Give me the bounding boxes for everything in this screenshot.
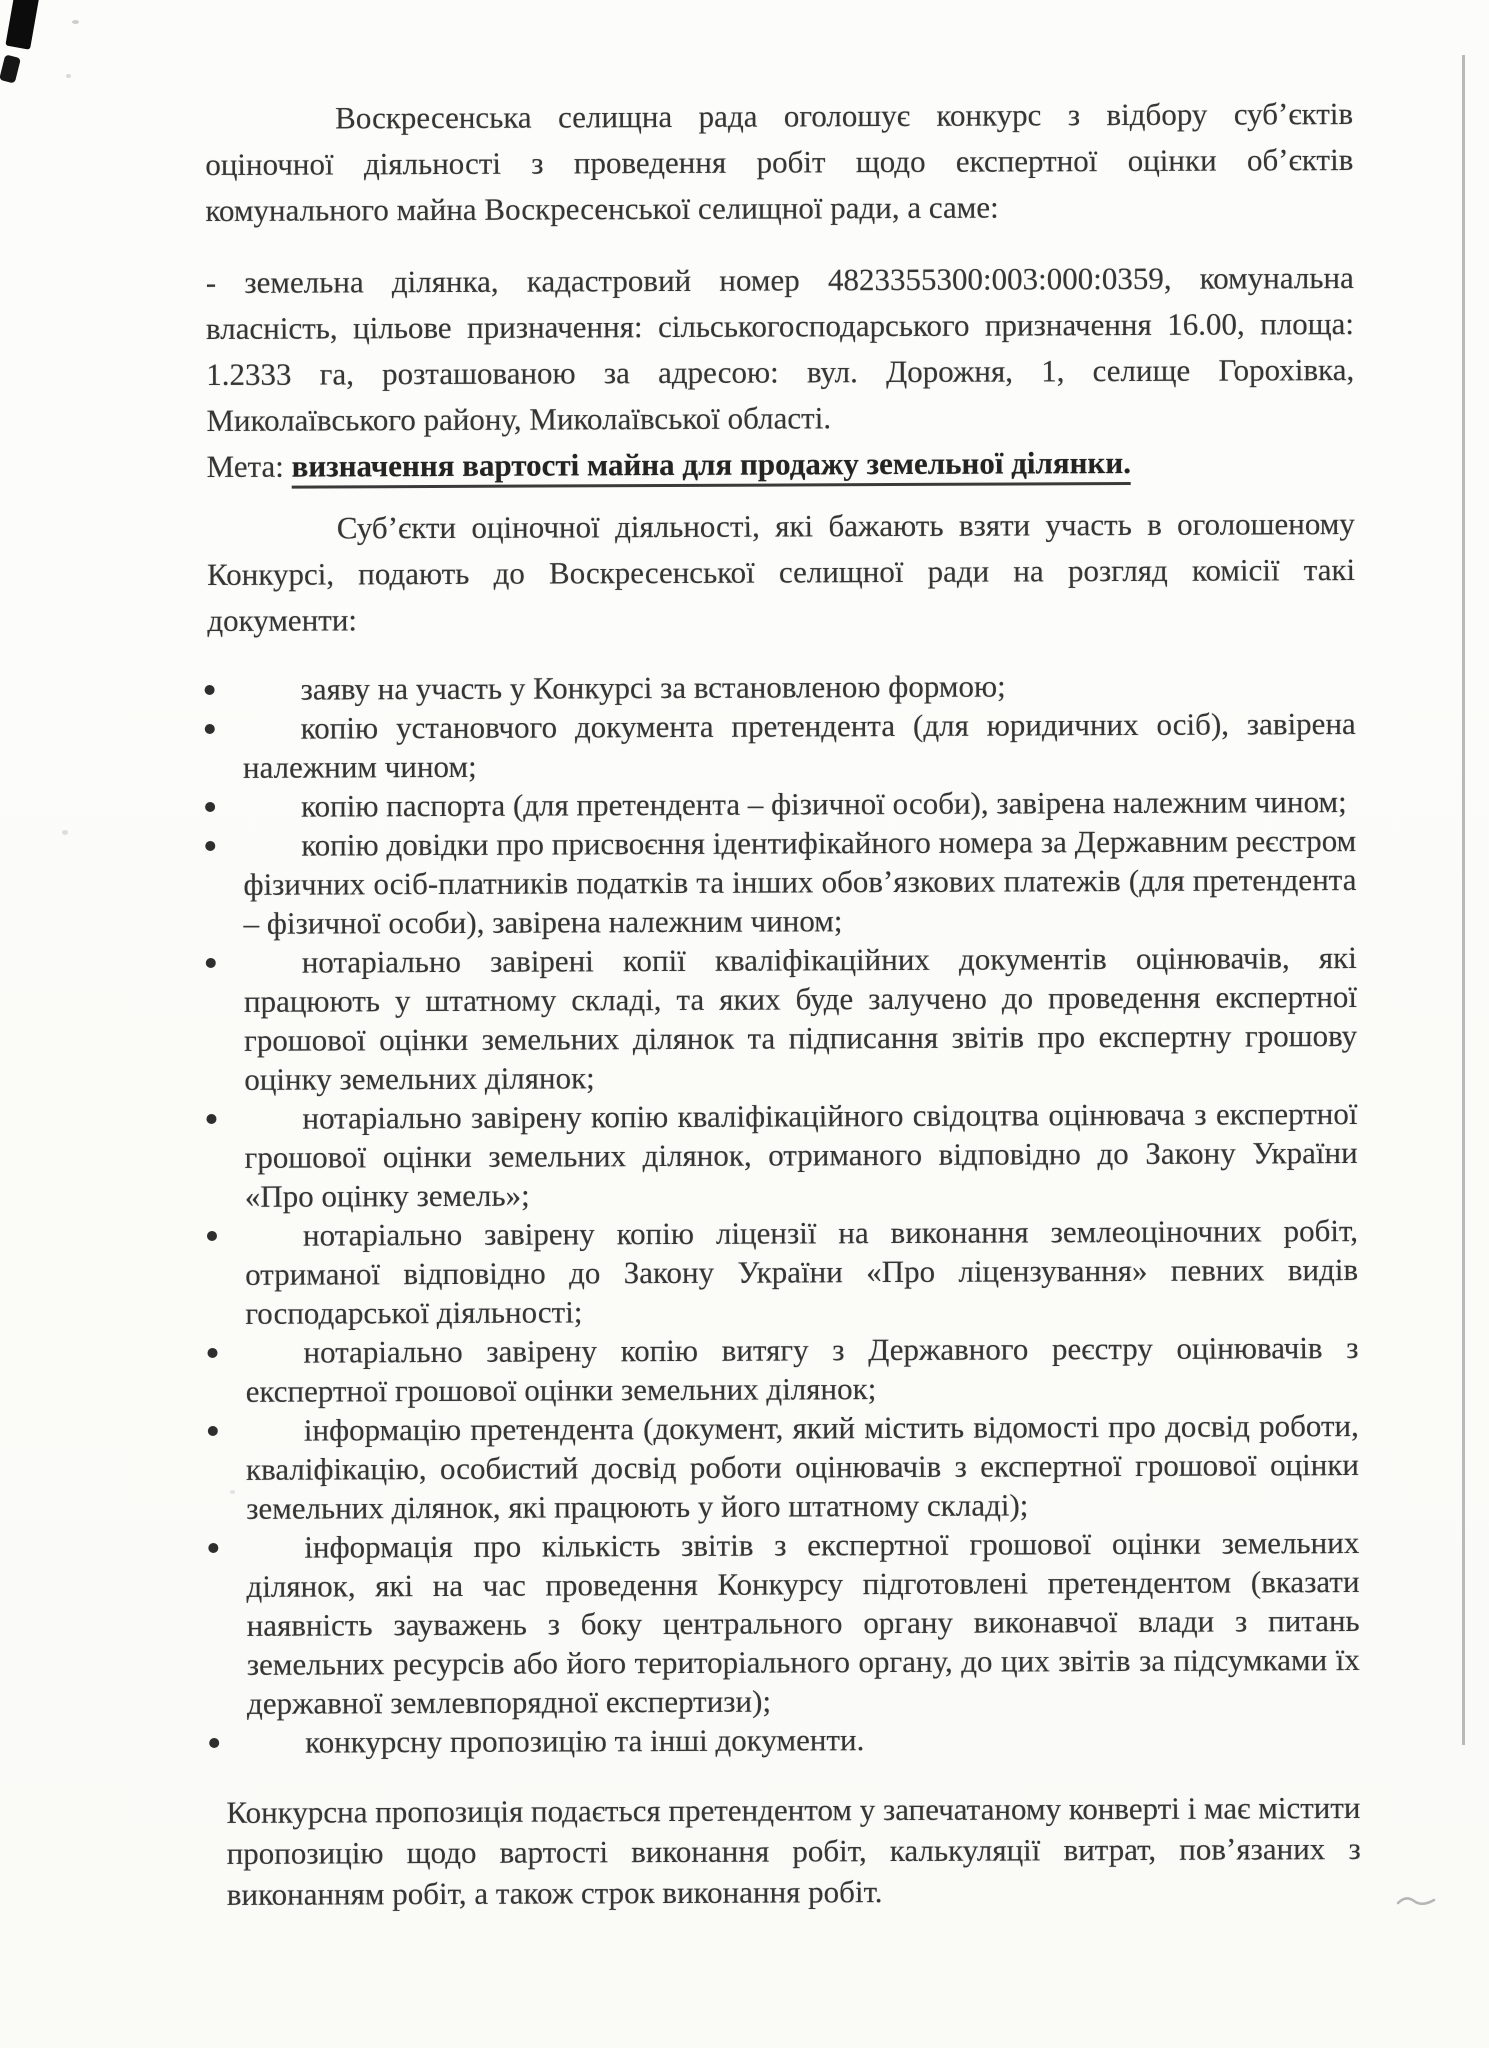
requirement-item: нотаріально завірену копію кваліфікаційного свідоцтва оцінювача з експертної грошової оцінки земельних ділянок, отриманого відповідно до Закону України «Про оцінку земель»;: [244, 1095, 1358, 1214]
scan-artifact-squiggle: [1396, 1893, 1436, 1909]
purpose-label: Мета:: [206, 448, 284, 484]
scan-artifact-speck: [72, 20, 79, 24]
requirement-item: нотаріально завірену копію ліцензії на виконання землеоціночних робіт, отриманої відповідно до Закону України «Про ліцензування» певних видів господарської діяльності;: [245, 1212, 1359, 1331]
requirement-item: заяву на участь у Конкурсі за встановленою формою;: [243, 665, 1356, 709]
requirement-item: копію паспорта (для претендента – фізичної особи), завірена належним чином;: [243, 782, 1356, 826]
closing-paragraph: Конкурсна пропозиція подається претендентом у запечатаному конверті і має містити пропозицію щодо вартості виконання робіт, калькуляції витрат, пов’язаних з виконанням робіт, а також строк виконання робіт.: [226, 1789, 1361, 1912]
requirement-item: інформація про кількість звітів з експертної грошової оцінки земельних ділянок, які на час проведення Конкурсу підготовлені претендентом (вказати наявність зауважень з боку центрального органу виконавчої влади з питань земельних ресурсів або його територіального органу, до цих звітів за підсумками їх державної землевпорядної експертизи);: [246, 1524, 1360, 1721]
requirement-item: копію установчого документа претендента (для юридичних осіб), завірена належним чином;: [242, 705, 1356, 785]
requirement-item: нотаріально завірені копії кваліфікаційних документів оцінювачів, які працюють у штатному складі, та яких буде залучено до проведення експертної грошової оцінки земельних ділянок та підписання звітів про експертну грошову оцінку земельних ділянок;: [243, 939, 1358, 1097]
scan-edge-line: [1462, 55, 1465, 1745]
requirements-list: [208, 665, 1361, 1762]
intro-paragraph: Воскресенська селищна рада оголошує конкурс з відбору суб’єктів оціночної діяльності з проведення робіт щодо експертної оцінки об’єктів комунального майна Воскресенської селищної ради, а саме:: [205, 95, 1354, 228]
purpose-line: [207, 439, 1355, 490]
scan-artifact-corner-dot: [0, 54, 21, 83]
scan-artifact-speck: [66, 74, 71, 78]
requirement-item: копію довідки про присвоєння ідентифікайного номера за Державним реєстром фізичних осіб-платників податків та інших обов’язкових платежів (для претендента – фізичної особи), завірена належним чином;: [243, 822, 1357, 941]
scan-artifact-speck: [62, 830, 68, 835]
requirement-item: інформацію претендента (документ, який містить відомості про досвід роботи, кваліфікацію, особистий досвід роботи оцінювачів з експертної грошової оцінки земельних ділянок, які працюють у його штатному складі);: [245, 1407, 1360, 1526]
scan-artifact-corner-mark: [5, 0, 39, 50]
requirements-intro-paragraph: Суб’єкти оціночної діяльності, які бажають взяти участь в оголошеному Конкурсі, подають до Воскресенської селищної ради на розгляд комісії такі документи:: [207, 505, 1356, 638]
land-plot-paragraph: - земельна ділянка, кадастровий номер 4823355300:003:000:0359, комунальна власність, цільове призначення: сільськогосподарського призначення 16.00, площа: 1.2333 га, розташованою за адресою: вул. Дорожня, 1, селище Горохівка, Миколаївського району, Миколаївської області.: [205, 259, 1355, 438]
purpose-value: визначення вартості майна для продажу земельної ділянки.: [292, 445, 1132, 489]
requirement-item: нотаріально завірену копію витягу з Державного реєстру оцінювачів з експертної грошової оцінки земельних ділянок;: [245, 1329, 1359, 1409]
requirement-item: конкурсну пропозицію та інші документи.: [247, 1718, 1360, 1762]
document-text-block: [205, 91, 1361, 1915]
